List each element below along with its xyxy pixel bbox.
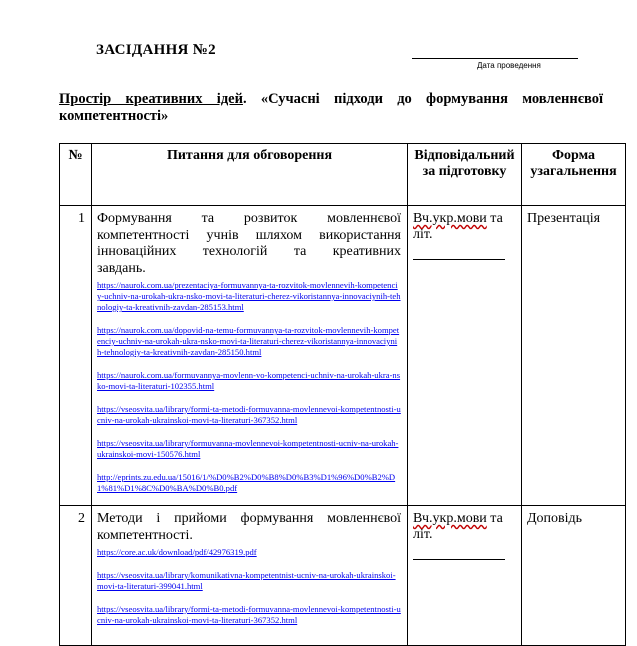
resource-link[interactable]: http://eprints.zu.edu.ua/15016/1/%D0%B2%D0%B8%D0%B3%D1%96%D0%B2%D1%81%D1%8C%D0%BA%D0%B0.pdf (97, 472, 396, 493)
subtitle-rest: . «Сучасні підходи до формування мовленнєвої компетентності» (59, 91, 603, 124)
resource-link[interactable]: https://naurok.com.ua/formuvannya-movlenn-vo-kompetenci-uchniv-na-urokah-ukra-nsko-movi-ta-literaturi-102355.html (97, 370, 401, 391)
section-subtitle (59, 91, 603, 125)
resource-link[interactable]: https://vseosvita.ua/library/formi-ta-metodi-formuvanna-movlennevoi-kompetentnosti-ucniv-na-urokah-ukrainskoi-movi-ta-literaturi-367352.html (97, 404, 401, 425)
link-list (97, 280, 401, 494)
row-number: 1 (60, 206, 92, 506)
responsible-blank-line (413, 559, 505, 560)
responsible-underlined: Вч.укр.мови (413, 211, 487, 226)
row-form: Презентація (522, 206, 626, 506)
resource-link[interactable]: https://vseosvita.ua/library/formuvanna-movlennevoi-kompetentnosti-ucniv-na-urokah-ukrainskoi-movi-150576.html (97, 438, 399, 459)
agenda-table (59, 143, 626, 646)
meeting-heading: ЗАСІДАННЯ №2 (96, 42, 216, 58)
resource-link[interactable]: https://naurok.com.ua/prezentaciya-formuvannya-ta-rozvitok-movlennevih-kompetenciy-uchniv-na-urokah-ukra-nsko-movi-ta-literaturi-cherez-vikoristannya-innovaciynih-tehnologiy-ta-kreativnih-zavdan-285153.html (97, 280, 401, 312)
row-form: Доповідь (522, 506, 626, 646)
topic-line: інноваційних технологій та креативних (97, 244, 401, 259)
resource-link[interactable]: https://naurok.com.ua/dopovid-na-temu-formuvannya-ta-rozvitok-movlennevih-kompetenciy-uchniv-na-urokah-ukra-nsko-movi-ta-literaturi-cherez-vikoristannya-innovaciynih-tehnologiy-ta-kreativnih-zavdan-285150.html (97, 325, 400, 357)
subtitle-underlined: Простір креативних ідей (59, 91, 243, 107)
link-list (97, 547, 401, 626)
topic-line: компетентності. (97, 527, 193, 543)
row-responsible (408, 206, 522, 506)
resource-link[interactable]: https://vseosvita.ua/library/komunikativna-kompetentnist-ucniv-na-urokah-ukrainskoi-movi-ta-literaturi-399041.html (97, 570, 396, 591)
row-number: 2 (60, 506, 92, 646)
row-topic (92, 206, 408, 506)
responsible-blank-line (413, 259, 505, 260)
resource-link[interactable]: https://core.ac.uk/download/pdf/42976319.pdf (97, 547, 257, 557)
header-form: Форма узагальнення (522, 144, 626, 206)
header-topic: Питання для обговорення (92, 144, 408, 206)
header-row (60, 144, 626, 206)
topic-line: компетентності учнів шляхом використання (97, 227, 401, 243)
table-row (60, 206, 626, 506)
resource-link[interactable]: https://vseosvita.ua/library/formi-ta-metodi-formuvanna-movlennevoi-kompetentnosti-ucniv-na-urokah-ukrainskoi-movi-ta-literaturi-367352.html (97, 604, 401, 625)
topic-line: Формування та розвиток мовленнєвої (97, 211, 401, 226)
responsible-underlined: Вч.укр.мови (413, 511, 487, 526)
header-num: № (60, 144, 92, 206)
responsible-rest: та літ. (413, 211, 503, 242)
date-caption: Дата проведення (477, 61, 541, 70)
topic-line: Методи і прийоми формування мовленнєвої (97, 511, 401, 526)
responsible-rest: та літ. (413, 511, 503, 542)
topic-line: завдань. (97, 260, 146, 276)
header-responsible: Відповідальний за підготовку (408, 144, 522, 206)
date-signature-line (412, 58, 578, 59)
